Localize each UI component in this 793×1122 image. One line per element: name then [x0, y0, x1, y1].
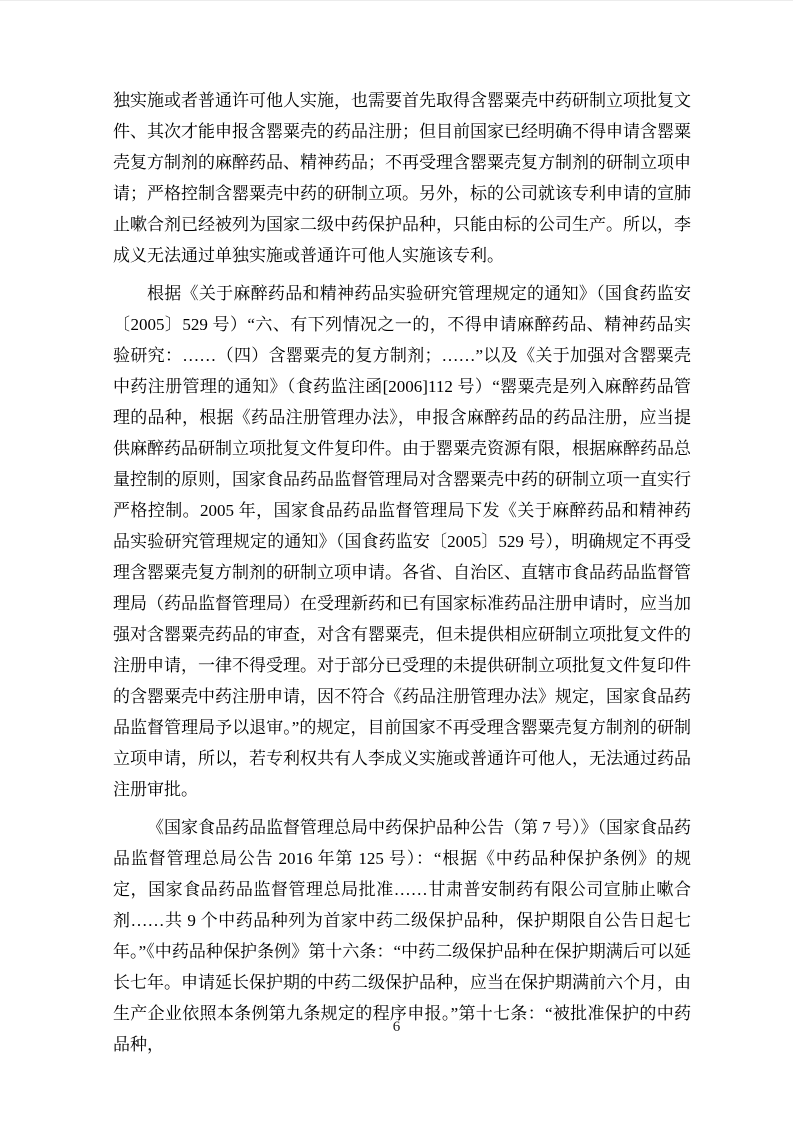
document-body: [113, 85, 691, 1067]
paragraph-regulation-notice: 根据《关于麻醉药品和精神药品实验研究管理规定的通知》（国食药监安〔2005〕529 号）“六、有下列情况之一的，不得申请麻醉药品、精神药品实验研究：……（四）含罂粟壳的复方制剂；……”以及《关于加强对含罂粟壳中药注册管理的通知》（食药监注函[2006]112 号）“罂粟壳是列入麻醉药品管理的品种，根据《药品注册管理办法》，申报含麻醉药品的药品注册，应当提供麻醉药品研制立项批复文件复印件。由于罂粟壳资源有限，根据麻醉药品总量控制的原则，国家食品药品监督管理局对含罂粟壳中药的研制立项一直实行严格控制。2005 年，国家食品药品监督管理局下发《关于麻醉药品和精神药品实验研究管理规定的通知》（国食药监安〔2005〕529 号），明确规定不再受理含罂粟壳复方制剂的研制立项申请。各省、自治区、直辖市食品药品监督管理局（药品监督管理局）在受理新药和已有国家标准药品注册申请时，应当加强对含罂粟壳药品的审查，对含有罂粟壳，但未提供相应研制立项批复文件的注册申请，一律不得受理。对于部分已受理的未提供研制立项批复文件复印件的含罂粟壳中药注册申请，因不符合《药品注册管理办法》规定，国家食品药品监督管理局予以退审。”的规定，目前国家不再受理含罂粟壳复方制剂的研制立项申请，所以，若专利权共有人李成义实施或普通许可他人，无法通过药品注册审批。: [113, 284, 691, 799]
paragraph-continuation: 独实施或者普通许可他人实施，也需要首先取得含罂粟壳中药研制立项批复文件、其次才能申报含罂粟壳的药品注册；但目前国家已经明确不得申请含罂粟壳复方制剂的麻醉药品、精神药品；不再受理含罂粟壳复方制剂的研制立项申请；严格控制含罂粟壳中药的研制立项。另外，标的公司就该专利申请的宣肺止嗽合剂已经被列为国家二级中药保护品种，只能由标的公司生产。所以，李成义无法通过单独实施或普通许可他人实施该专利。: [113, 91, 691, 265]
paragraph-protection-announcement: 《国家食品药品监督管理总局中药保护品种公告（第 7 号）》（国家食品药品监督管理总局公告 2016 年第 125 号）：“根据《中药品种保护条例》的规定，国家食品药品监督管理总局批准……甘肃普安制药有限公司宣肺止嗽合剂……共 9 个中药品种列为首家中药二级保护品种，保护期限自公告日起七年。”《中药品种保护条例》第十六条：“中药二级保护品种在保护期满后可以延长七年。申请延长保护期的中药二级保护品种，应当在保护期满前六个月，由生产企业依照本条例第九条规定的程序申报。”第十七条：“被批准保护的中药品种，: [113, 818, 691, 1054]
page-number: 6: [392, 1019, 401, 1035]
